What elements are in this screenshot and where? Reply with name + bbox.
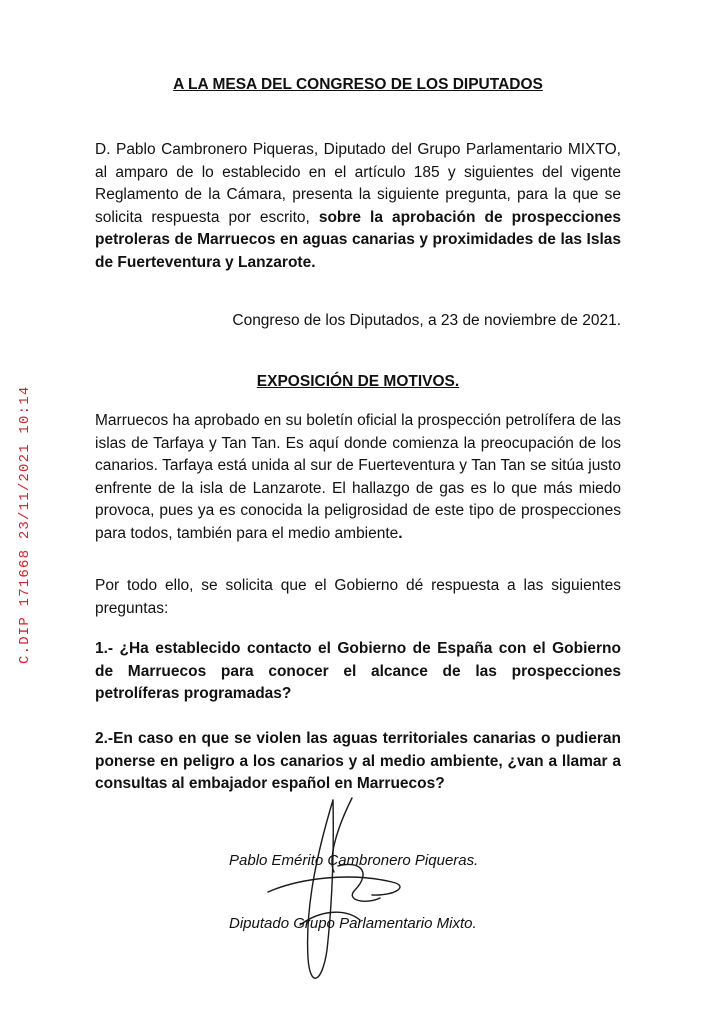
document-title: A LA MESA DEL CONGRESO DE LOS DIPUTADOS: [173, 76, 543, 93]
signature-name: Pablo Emérito Cambronero Piqueras.: [229, 852, 479, 869]
request-paragraph: Por todo ello, se solicita que el Gobierno dé respuesta a las siguientes preguntas:: [95, 577, 621, 617]
section-title: EXPOSICIÓN DE MOTIVOS.: [256, 373, 460, 390]
intro-subject: sobre la aprobación de prospecciones petroleras de Marruecos en aguas canarias y proximidades de las Islas de Fuerteventura y Lanzarote.: [95, 208, 621, 271]
question-2: 2.-En caso en que se violen las aguas territoriales canarias o pudieran ponerse en peligro a los canarios y al medio ambiente, ¿van a llamar a consultas al embajador español en Marruecos?: [95, 730, 621, 792]
intro-text: D. Pablo Cambronero Piqueras, Diputado del Grupo Parlamentario MIXTO, al amparo de lo establecido en el artículo 185 y siguientes del vigente Reglamento de la Cámara, presenta la siguiente pregunta, para la que se solicita respuesta por escrito,: [95, 141, 621, 226]
motivos-text: Marruecos ha aprobado en su boletín oficial la prospección petrolífera de las islas de Tarfaya y Tan Tan. Es aquí donde comienza la preocupación de los canarios. Tarfaya está unida al sur de Fuerteventura y Tan Tan se sitúa justo enfrente de la isla de Lanzarote. El hallazgo de gas es lo que más miedo provoca, pues ya es conocida la peligrosidad de este tipo de prospecciones para todos, también para el medio ambiente: [95, 412, 621, 542]
motivos-end: .: [398, 524, 403, 542]
registry-stamp: C.DIP 171668 23/11/2021 10:14: [17, 385, 33, 664]
question-1: 1.- ¿Ha establecido contacto el Gobierno de España con el Gobierno de Marruecos para conocer el alcance de las prospecciones petrolíferas programadas?: [95, 640, 621, 702]
signature-role: Diputado Grupo Parlamentario Mixto.: [229, 915, 477, 932]
date-line: Congreso de los Diputados, a 23 de noviembre de 2021.: [232, 312, 621, 329]
